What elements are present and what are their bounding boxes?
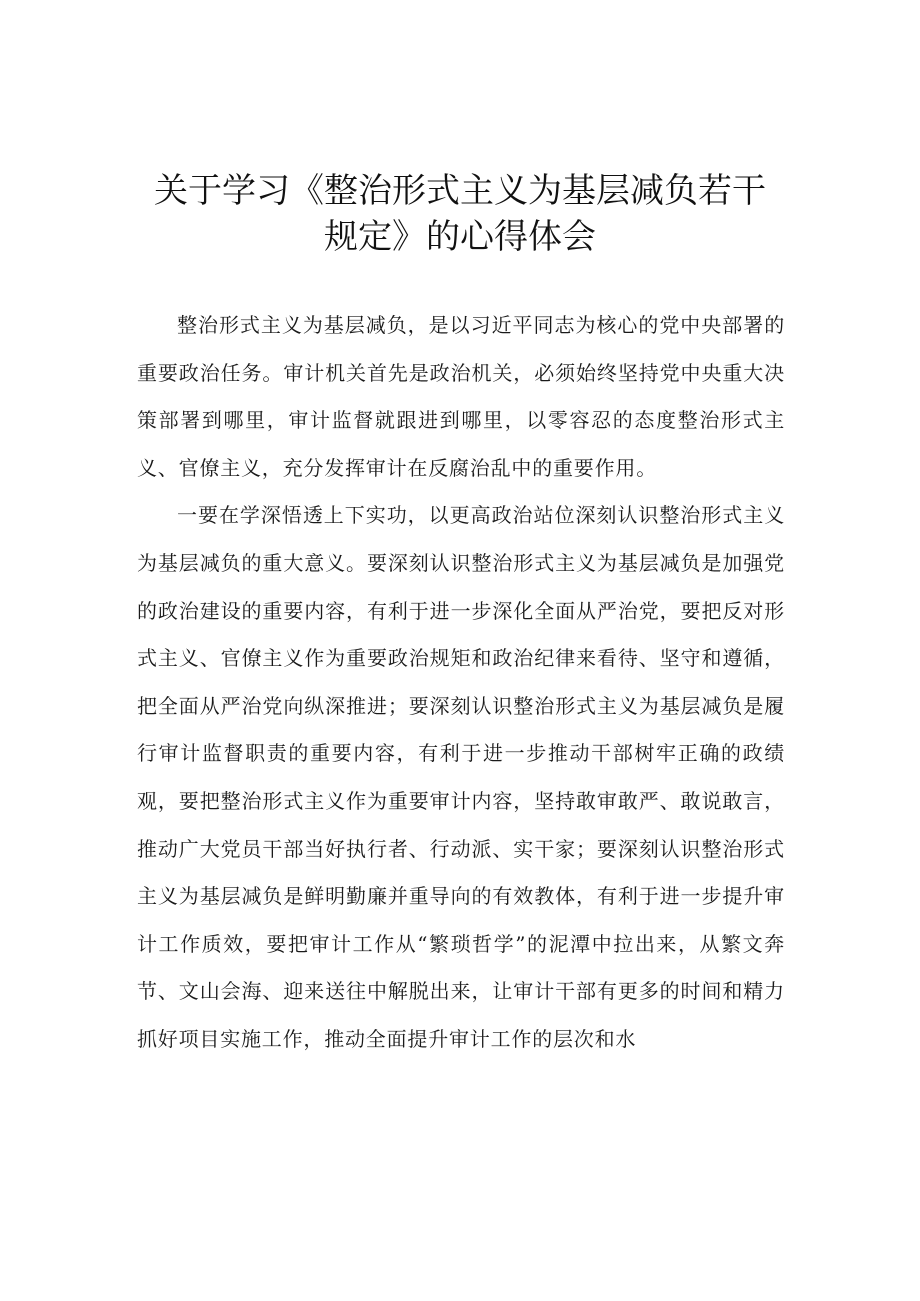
document-title <box>140 168 780 260</box>
title-line-2: 规定》的心得体会 <box>324 217 596 257</box>
title-line-1: 关于学习《整治形式主义为基层减负若干 <box>154 171 766 211</box>
paragraph-2: 一要在学深悟透上下实功，以更高政治站位深刻认识整治形式主义为基层减负的重大意义。要深刻认识整治形式主义为基层减负是加强党的政治建设的重要内容，有利于进一步深化全面从严治党，要把反对形式主义、官僚主义作为重要政治规矩和政治纪律来看待、坚守和遵循，把全面从严治党向纵深推进；要深刻认识整治形式主义为基层减负是履行审计监督职责的重要内容，有利于进一步推动干部树牢正确的政绩观，要把整治形式主义作为重要审计内容，坚持敢审敢严、敢说敢言，推动广大党员干部当好执行者、行动派、实干家；要深刻认识整治形式主义为基层减负是鲜明勤廉并重导向的有效教体，有利于进一步提升审计工作质效，要把审计工作从“繁琐哲学”的泥潭中拉出来，从繁文奔节、文山会海、迎来送往中解脱出来，让审计干部有更多的时间和精力抓好项目实施工作，推动全面提升审计工作的层次和水 <box>137 503 785 1051</box>
paragraph-1: 整治形式主义为基层减负，是以习近平同志为核心的党中央部署的重要政治任务。审计机关首先是政治机关，必须始终坚持党中央重大决策部署到哪里，审计监督就跟进到哪里，以零容忍的态度整治形式主义、官僚主义，充分发挥审计在反腐治乱中的重要作用。 <box>137 313 785 480</box>
document-body <box>137 302 785 1064</box>
